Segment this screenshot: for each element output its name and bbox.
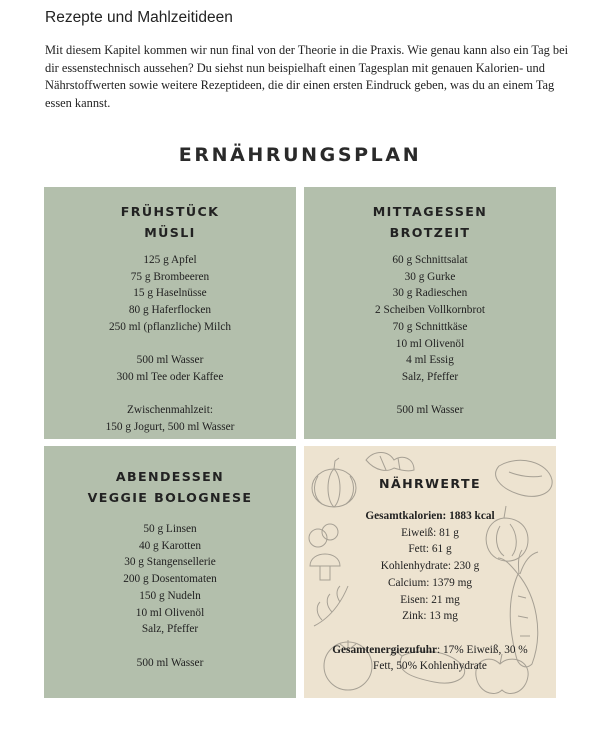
list-item: 4 ml Essig	[406, 354, 454, 367]
list-item: 80 g Haferflocken	[128, 304, 212, 317]
list-item: 150 g Nudeln	[139, 589, 201, 602]
dinner-heading	[44, 466, 296, 508]
list-item: 75 g Brombeeren	[130, 270, 210, 283]
dinner-card	[44, 446, 296, 698]
drink-item: 500 ml Wasser	[136, 656, 204, 669]
list-item: 10 ml Olivenöl	[135, 606, 205, 619]
list-item: 200 g Dosentomaten	[123, 573, 217, 586]
list-spacer	[304, 625, 556, 642]
list-spacer	[44, 386, 296, 403]
nutrient-value: Fett: 61 g	[408, 543, 452, 556]
list-item: 60 g Schnittsalat	[392, 254, 468, 266]
lunch-subtitle: BROTZEIT	[389, 225, 471, 240]
breakfast-list	[44, 252, 296, 436]
lunch-heading	[304, 201, 556, 243]
breakfast-card	[44, 187, 296, 439]
energy-label: Gesamtenergiezufuhr	[332, 643, 438, 656]
list-item: 50 g Linsen	[143, 523, 197, 535]
total-calories: Gesamtkalorien: 1883 kcal	[365, 510, 495, 522]
list-item: 250 ml (pflanzliche) Milch	[108, 320, 232, 333]
list-item: 40 g Karotten	[138, 539, 202, 552]
list-spacer	[44, 638, 296, 655]
lunch-title: MITTAGESSEN	[372, 204, 488, 219]
breakfast-heading	[44, 201, 296, 243]
intro-paragraph: Mit diesem Kapitel kommen wir nun final von der Theorie in die Praxis. Wie genau kann also ein Tag bei dir essenstechnisch aussehen? Du siehst nun beispielhaft einen Tagesplan mit genauen Kalorien- und Nährstoffwerten sowie weitere Rezeptideen, die dir einen ersten Eindruck geben, was du an einem Tag essen kannst.	[45, 43, 569, 110]
list-item: 30 g Stangensellerie	[124, 556, 216, 569]
snack-label: Zwischenmahlzeit:	[127, 404, 213, 417]
page-heading: Rezepte und Mahlzeitideen	[45, 9, 233, 26]
energy-distribution	[304, 642, 556, 659]
list-item: 30 g Radieschen	[392, 287, 468, 300]
list-item: Salz, Pfeffer	[401, 370, 459, 383]
lunch-list	[304, 252, 556, 419]
nutrition-content	[304, 446, 556, 675]
lunch-card	[304, 187, 556, 439]
energy-text: : 17% Eiweiß, 30 %	[437, 643, 528, 656]
list-item: 15 g Haselnüsse	[133, 287, 207, 300]
list-item: 10 ml Olivenöl	[395, 337, 465, 350]
breakfast-title: FRÜHSTÜCK	[120, 204, 220, 219]
energy-distribution-cont: Fett, 50% Kohlenhydrate	[373, 660, 487, 673]
list-item: 30 g Gurke	[404, 270, 456, 283]
nutrient-value: Eisen: 21 mg	[400, 593, 460, 606]
drink-item: 300 ml Tee oder Kaffee	[116, 370, 224, 383]
drink-item: 500 ml Wasser	[396, 404, 464, 417]
nutrition-list	[304, 508, 556, 675]
breakfast-subtitle: MÜSLI	[144, 225, 196, 240]
nutrition-card	[304, 446, 556, 698]
list-item: 125 g Apfel	[143, 254, 197, 266]
nutrition-title: NÄHRWERTE	[379, 476, 481, 491]
list-item: 70 g Schnittkäse	[392, 320, 468, 333]
list-spacer	[44, 336, 296, 353]
nutrient-value: Eiweiß: 81 g	[401, 526, 459, 539]
nutrient-value: Zink: 13 mg	[402, 610, 458, 623]
dinner-title: ABENDESSEN	[115, 469, 225, 484]
dinner-list	[44, 521, 296, 671]
list-item: Salz, Pfeffer	[141, 623, 199, 636]
plan-title: ERNÄHRUNGSPLAN	[178, 144, 422, 166]
list-spacer	[304, 386, 556, 403]
nutrient-value: Calcium: 1379 mg	[387, 576, 473, 589]
drink-item: 500 ml Wasser	[136, 354, 204, 367]
list-item: 2 Scheiben Vollkornbrot	[374, 304, 486, 317]
dinner-subtitle: VEGGIE BOLOGNESE	[87, 490, 253, 505]
snack-item: 150 g Jogurt, 500 ml Wasser	[105, 421, 235, 433]
nutrient-value: Kohlenhydrate: 230 g	[380, 560, 480, 573]
